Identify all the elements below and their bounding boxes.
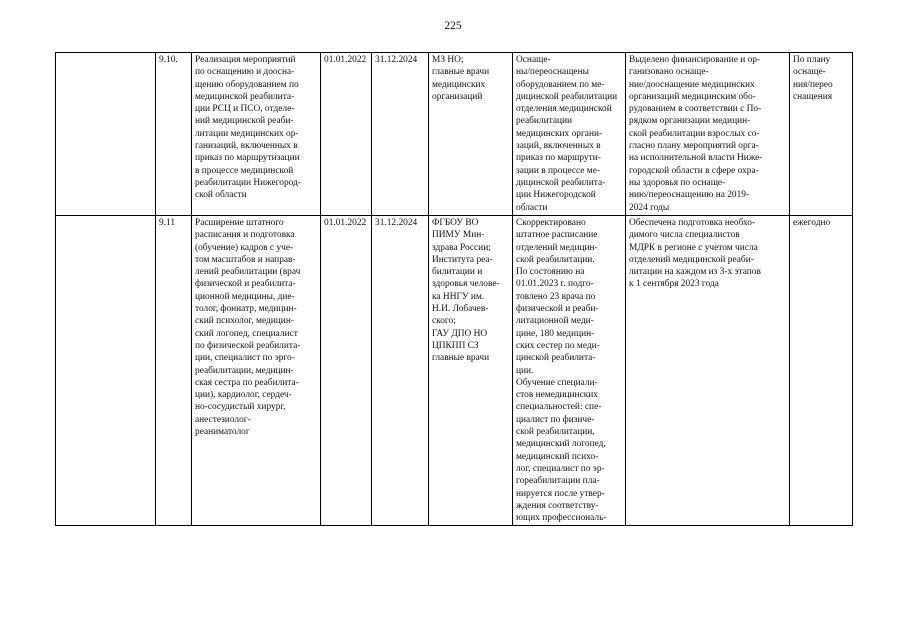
target-indicator: Выделено финансирование и ор- ганизовано оснаще- ние/дооснащение медицинских организаций медицинским обо- рудованием в соответствии с По- рядком организации медицин- ской реабилитации взрослых со- гласно плану мероприятий орга- на исполнительной власти Ниже- городской области в сфере охра- ны здоровья по оснаще- нию/переоснащению на 2019- 2024 годы: [626, 53, 790, 216]
end-date: 31.12.2024: [372, 216, 429, 526]
end-date: 31.12.2024: [372, 53, 429, 216]
table-row: [56, 216, 853, 526]
expected-result: Оснаще- ны/переоснащены оборудованием по ме- дицинской реабилитации отделения медицинской реабилитации медицинских органи- заций, включенных в приказ по маршрути- зации в процессе ме- дицинской реабилита- ции Нижегородской области: [513, 53, 626, 216]
page-number: 225: [444, 20, 462, 32]
expected-result: Скорректировано штатное расписание отделений медицин- ской реабилитации. По состоянию на 01.01.2023 г. подго- товлено 23 врача по физической и реаби- литационной меди- цине, 180 медицин- ских сестер по меди- цинской реабилита- ции. Обучение специали- стов немедицинских специальностей: спе- циалист по физиче- ской реабилитации, медицинский логопед, медицинский психо- лог, специалист по эр- гореабилитации пла- нируется после утвер- ждения соответству- ющих профессиональ-: [513, 216, 626, 526]
table-row: [56, 53, 853, 216]
measure-description: Реализация мероприятий по оснащению и доосна- щению оборудованием по медицинской реабилита- ции РСЦ и ПСО, отделе- ний медицинской реаби- литации медицинских ор- ганизаций, включенных в приказ по маршрутизации в процессе медицинской реабилитации Нижегород- ской области: [192, 53, 321, 216]
responsible-executor: МЗ НО; главные врачи медицинских организаций: [429, 53, 513, 216]
frequency: ежегодно: [790, 216, 853, 526]
responsible-executor: ФГБОУ ВО ПИМУ Мин- здрава России; Института реа- билитации и здоровья челове- ка ННГУ им. Н.И. Лобачев- ского; ГАУ ДПО НО ЦПКПП СЗ главные врачи: [429, 216, 513, 526]
empty-cell: [56, 216, 156, 526]
frequency: По плану оснаще- ния/перео снащения: [790, 53, 853, 216]
item-number: 9.10.: [156, 53, 192, 216]
target-indicator: Обеспечена подготовка необхо- димого числа специалистов МДРК в регионе с учетом числа отделений медицинской реаби- литации на каждом из 3-х этапов к 1 сентября 2023 года: [626, 216, 790, 526]
start-date: 01.01.2022: [321, 216, 372, 526]
empty-cell: [56, 53, 156, 216]
start-date: 01.01.2022: [321, 53, 372, 216]
rehabilitation-measures-table: [55, 52, 853, 526]
item-number: 9.11: [156, 216, 192, 526]
measure-description: Расширение штатного расписания и подготовка (обучение) кадров с уче- том масштабов и направ- лений реабилитации (врач физической и реабилита- ционной медицины, дие- толог, фониатр, медицин- ский психолог, медицин- ский логопед, специалист по физической реабилита- ции, специалист по эрго- реабилитации, медицин- ская сестра по реабилита- ции), кардиолог, сердеч- но-сосудистый хирург, анестезиолог- реаниматолог: [192, 216, 321, 526]
